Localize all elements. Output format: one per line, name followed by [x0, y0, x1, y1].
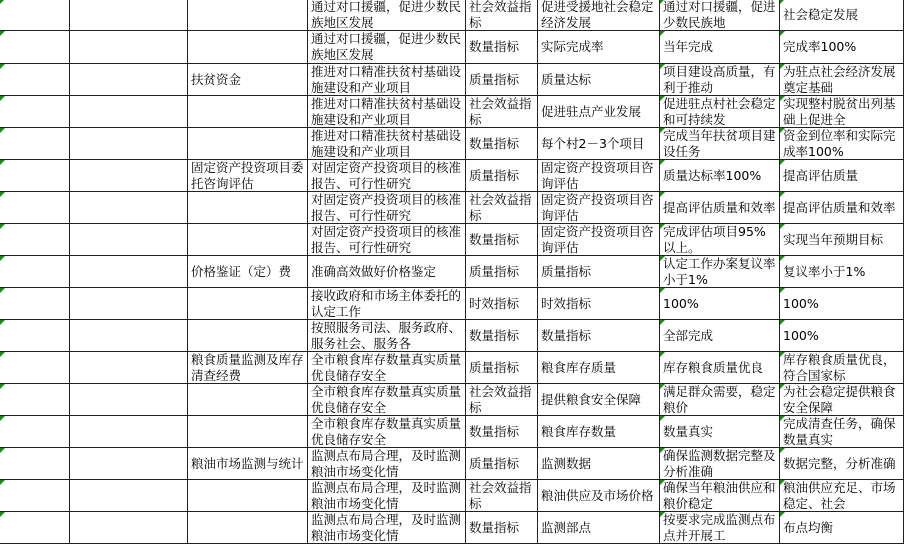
cell-type: 社会效益指标: [469, 384, 532, 415]
cell-marker-icon: [660, 128, 665, 133]
table-cell[interactable]: [466, 512, 538, 544]
cell-type: 质量指标: [469, 264, 520, 279]
cell-result: 为驻点社会经济发展奠定基础: [783, 64, 896, 95]
cell-content: 推进对口精准扶贫村基础设施建设和产业项目: [311, 64, 462, 95]
table-cell[interactable]: [70, 256, 188, 288]
cell-marker-icon: [0, 31, 5, 36]
table-cell[interactable]: [780, 64, 904, 96]
table-cell[interactable]: [188, 128, 308, 160]
table-cell[interactable]: [660, 320, 780, 352]
cell-name: 固定资产投资项目咨询评估: [541, 224, 654, 255]
table-cell[interactable]: [660, 416, 780, 448]
table-cell[interactable]: [188, 512, 308, 544]
table-cell[interactable]: [0, 480, 70, 512]
table-cell[interactable]: [0, 384, 70, 416]
table-cell[interactable]: [538, 0, 660, 31]
cell-content: 接收政府和市场主体委托的认定工作: [311, 288, 462, 319]
table-cell[interactable]: [308, 224, 466, 256]
table-cell[interactable]: [466, 128, 538, 160]
cell-name: 每个村2－3个项目: [541, 136, 645, 151]
table-cell[interactable]: [660, 64, 780, 96]
cell-target: 质量达标率100%: [663, 168, 762, 183]
table-cell[interactable]: [308, 384, 466, 416]
cell-name: 质量指标: [541, 264, 592, 279]
cell-marker-icon: [0, 160, 5, 165]
table-cell[interactable]: [0, 416, 70, 448]
cell-marker-icon: [660, 224, 665, 229]
cell-content: 监测点布局合理，及时监测粮油市场变化情: [311, 448, 462, 479]
cell-name: 时效指标: [541, 296, 592, 311]
cell-marker-icon: [780, 0, 785, 4]
table-cell[interactable]: [188, 288, 308, 320]
table-cell[interactable]: [466, 64, 538, 96]
table-cell[interactable]: [70, 64, 188, 96]
cell-result: 100%: [783, 328, 819, 343]
table-cell[interactable]: [0, 352, 70, 384]
cell-target: 数量真实: [663, 424, 714, 439]
cell-target: 确保当年粮油供应和粮价稳定: [663, 480, 776, 511]
cell-marker-icon: [660, 416, 665, 421]
table-cell[interactable]: [466, 160, 538, 192]
table-cell[interactable]: [308, 448, 466, 480]
cell-category: 粮食质量监测及库存清查经费: [191, 352, 304, 383]
cell-marker-icon: [660, 96, 665, 101]
cell-type: 社会效益指标: [469, 0, 532, 30]
table-cell[interactable]: [780, 416, 904, 448]
table-cell[interactable]: [308, 352, 466, 384]
table-cell[interactable]: [188, 64, 308, 96]
cell-marker-icon: [660, 480, 665, 485]
cell-content: 对固定资产投资项目的核准报告、可行性研究: [311, 160, 462, 191]
table-cell[interactable]: [0, 224, 70, 256]
cell-marker-icon: [0, 480, 5, 485]
cell-marker-icon: [780, 416, 785, 421]
cell-result: 100%: [783, 296, 819, 311]
table-cell[interactable]: [466, 256, 538, 288]
cell-marker-icon: [780, 512, 785, 517]
table-cell[interactable]: [538, 160, 660, 192]
table-cell[interactable]: [538, 224, 660, 256]
cell-marker-icon: [780, 224, 785, 229]
table-cell[interactable]: [70, 512, 188, 544]
table-cell[interactable]: [660, 448, 780, 480]
cell-name: 促进受援地社会稳定经济发展: [541, 0, 654, 30]
table-cell[interactable]: [188, 352, 308, 384]
table-cell[interactable]: [780, 288, 904, 320]
cell-type: 时效指标: [469, 296, 520, 311]
table-cell[interactable]: [660, 384, 780, 416]
cell-content: 全市粮食库存数量真实质量优良储存安全: [311, 384, 462, 415]
cell-result: 提高评估质量和效率: [783, 200, 896, 215]
table-cell[interactable]: [188, 384, 308, 416]
table-cell[interactable]: [70, 31, 188, 64]
table-cell[interactable]: [188, 224, 308, 256]
table-cell[interactable]: [0, 128, 70, 160]
table-cell[interactable]: [0, 448, 70, 480]
table-cell[interactable]: [538, 384, 660, 416]
cell-marker-icon: [0, 384, 5, 389]
cell-marker-icon: [0, 512, 5, 517]
table-cell[interactable]: [660, 31, 780, 64]
table-cell[interactable]: [188, 192, 308, 224]
cell-content: 全市粮食库存数量真实质量优良储存安全: [311, 352, 462, 383]
table-cell[interactable]: [70, 352, 188, 384]
cell-marker-icon: [660, 64, 665, 69]
table-cell[interactable]: [70, 160, 188, 192]
cell-category: 固定资产投资项目委托咨询评估: [191, 160, 304, 191]
table-cell[interactable]: [538, 416, 660, 448]
table-cell[interactable]: [466, 0, 538, 31]
cell-marker-icon: [780, 31, 785, 36]
table-cell[interactable]: [188, 0, 308, 31]
cell-type: 数量指标: [469, 328, 520, 343]
table-cell[interactable]: [308, 480, 466, 512]
table-cell[interactable]: [308, 31, 466, 64]
cell-marker-icon: [780, 128, 785, 133]
table-cell[interactable]: [466, 320, 538, 352]
table-cell[interactable]: [780, 192, 904, 224]
table-cell[interactable]: [660, 352, 780, 384]
cell-result: 完成率100%: [783, 39, 857, 54]
cell-type: 数量指标: [469, 424, 520, 439]
cell-target: 通过对口援疆，促进少数民族地: [663, 0, 776, 30]
cell-target: 完成评估项目95%以上。: [663, 224, 766, 255]
table-cell[interactable]: [188, 320, 308, 352]
table-cell[interactable]: [70, 480, 188, 512]
table-cell[interactable]: [780, 352, 904, 384]
table-cell[interactable]: [308, 96, 466, 128]
cell-target: 完成当年扶贫项目建设任务: [663, 128, 776, 159]
cell-type: 质量指标: [469, 456, 520, 471]
cell-marker-icon: [0, 288, 5, 293]
cell-type: 社会效益指标: [469, 96, 532, 127]
table-cell[interactable]: [308, 192, 466, 224]
cell-name: 促进驻点产业发展: [541, 104, 642, 119]
cell-type: 数量指标: [469, 136, 520, 151]
cell-marker-icon: [660, 288, 665, 293]
table-cell[interactable]: [466, 192, 538, 224]
cell-marker-icon: [0, 416, 5, 421]
cell-target: 库存粮食质量优良: [663, 360, 764, 375]
cell-marker-icon: [660, 31, 665, 36]
cell-marker-icon: [0, 352, 5, 357]
cell-name: 监测数据: [541, 456, 592, 471]
table-cell[interactable]: [308, 512, 466, 544]
table-cell[interactable]: [188, 448, 308, 480]
table-cell[interactable]: [538, 31, 660, 64]
table-cell[interactable]: [660, 256, 780, 288]
cell-marker-icon: [780, 160, 785, 165]
table-cell[interactable]: [308, 320, 466, 352]
cell-marker-icon: [780, 384, 785, 389]
cell-result: 数据完整，分析准确: [783, 456, 896, 471]
table-cell[interactable]: [780, 128, 904, 160]
cell-marker-icon: [780, 320, 785, 325]
cell-marker-icon: [780, 288, 785, 293]
cell-marker-icon: [660, 256, 665, 261]
table-cell[interactable]: [780, 0, 904, 31]
table-cell[interactable]: [466, 416, 538, 448]
table-cell[interactable]: [538, 128, 660, 160]
table-cell[interactable]: [660, 192, 780, 224]
table-cell[interactable]: [308, 416, 466, 448]
table-cell[interactable]: [780, 256, 904, 288]
cell-result: 社会稳定发展: [783, 7, 859, 22]
cell-result: 粮油供应充足、市场稳定、社会: [783, 480, 896, 511]
cell-content: 通过对口援疆，促进少数民族地区发展: [311, 0, 462, 30]
cell-marker-icon: [780, 256, 785, 261]
table-cell[interactable]: [660, 480, 780, 512]
table-cell[interactable]: [188, 256, 308, 288]
cell-marker-icon: [660, 192, 665, 197]
table-cell[interactable]: [188, 160, 308, 192]
table-cell[interactable]: [780, 224, 904, 256]
cell-marker-icon: [0, 224, 5, 229]
cell-marker-icon: [660, 160, 665, 165]
table-cell[interactable]: [70, 0, 188, 31]
table-cell[interactable]: [538, 320, 660, 352]
table-cell[interactable]: [538, 64, 660, 96]
cell-name: 粮食库存数量: [541, 424, 617, 439]
table-cell[interactable]: [660, 160, 780, 192]
table-cell[interactable]: [660, 96, 780, 128]
cell-result: 实现当年预期目标: [783, 232, 884, 247]
table-cell[interactable]: [780, 160, 904, 192]
table-cell[interactable]: [780, 384, 904, 416]
cell-result: 库存粮食质量优良，符合国家标: [783, 352, 896, 383]
table-cell[interactable]: [70, 448, 188, 480]
cell-marker-icon: [780, 96, 785, 101]
table-cell[interactable]: [70, 224, 188, 256]
table-cell[interactable]: [70, 128, 188, 160]
cell-content: 推进对口精准扶贫村基础设施建设和产业项目: [311, 128, 462, 159]
cell-target: 认定工作办案复议率小于1%: [663, 256, 776, 287]
cell-marker-icon: [780, 192, 785, 197]
cell-marker-icon: [0, 64, 5, 69]
table-cell[interactable]: [308, 128, 466, 160]
cell-result: 复议率小于1%: [783, 264, 866, 279]
table-cell[interactable]: [0, 192, 70, 224]
table-cell[interactable]: [466, 288, 538, 320]
table-cell[interactable]: [0, 320, 70, 352]
table-cell[interactable]: [466, 384, 538, 416]
table-cell[interactable]: [70, 416, 188, 448]
table-cell[interactable]: [308, 160, 466, 192]
cell-target: 当年完成: [663, 39, 714, 54]
cell-result: 布点均衡: [783, 520, 834, 535]
table-cell[interactable]: [780, 448, 904, 480]
cell-marker-icon: [0, 320, 5, 325]
table-cell[interactable]: [188, 480, 308, 512]
cell-content: 按照服务司法、服务政府、服务社会、服务各: [311, 320, 462, 351]
table-cell[interactable]: [660, 288, 780, 320]
cell-target: 提高评估质量和效率: [663, 200, 776, 215]
table-cell[interactable]: [538, 512, 660, 544]
cell-marker-icon: [660, 320, 665, 325]
cell-category: 粮油市场监测与统计: [191, 456, 304, 471]
table-cell[interactable]: [660, 0, 780, 31]
cell-type: 数量指标: [469, 232, 520, 247]
table-cell[interactable]: [538, 480, 660, 512]
cell-content: 推进对口精准扶贫村基础设施建设和产业项目: [311, 96, 462, 127]
cell-name: 固定资产投资项目咨询评估: [541, 192, 654, 223]
table-cell[interactable]: [0, 288, 70, 320]
table-cell[interactable]: [780, 480, 904, 512]
cell-target: 项目建设高质量，有利于推动: [663, 64, 776, 95]
table-cell[interactable]: [70, 96, 188, 128]
table-cell[interactable]: [0, 0, 70, 31]
cell-result: 完成清查任务，确保数量真实: [783, 416, 896, 447]
cell-marker-icon: [780, 448, 785, 453]
table-cell[interactable]: [0, 256, 70, 288]
cell-target: 按要求完成监测点布点并开展工: [663, 512, 776, 543]
table-cell[interactable]: [466, 224, 538, 256]
cell-name: 数量指标: [541, 328, 592, 343]
cell-marker-icon: [0, 128, 5, 133]
cell-marker-icon: [0, 256, 5, 261]
cell-marker-icon: [660, 352, 665, 357]
table-cell[interactable]: [780, 31, 904, 64]
table-cell[interactable]: [538, 448, 660, 480]
cell-target: 确保监测数据完整及分析准确: [663, 448, 776, 479]
table-cell[interactable]: [466, 96, 538, 128]
cell-type: 社会效益指标: [469, 192, 532, 223]
cell-target: 满足群众需要，稳定粮价: [663, 384, 776, 415]
cell-name: 监测部点: [541, 520, 592, 535]
cell-marker-icon: [660, 448, 665, 453]
table-cell[interactable]: [0, 160, 70, 192]
table-cell[interactable]: [538, 96, 660, 128]
table-cell[interactable]: [660, 128, 780, 160]
cell-marker-icon: [0, 448, 5, 453]
table-cell[interactable]: [0, 31, 70, 64]
cell-name: 提供粮食安全保障: [541, 392, 642, 407]
cell-marker-icon: [0, 192, 5, 197]
cell-content: 监测点布局合理，及时监测粮油市场变化情: [311, 480, 462, 511]
table-cell[interactable]: [70, 320, 188, 352]
table-cell[interactable]: [308, 256, 466, 288]
cell-category: 扶贫资金: [191, 72, 242, 87]
table-cell[interactable]: [308, 0, 466, 31]
cell-type: 社会效益指标: [469, 480, 532, 511]
cell-type: 数量指标: [469, 39, 520, 54]
cell-result: 为社会稳定提供粮食安全保障: [783, 384, 896, 415]
cell-content: 全市粮食库存数量真实质量优良储存安全: [311, 416, 462, 447]
table-cell[interactable]: [70, 192, 188, 224]
table-cell[interactable]: [780, 320, 904, 352]
cell-marker-icon: [660, 0, 665, 4]
cell-name: 粮食库存质量: [541, 360, 617, 375]
cell-marker-icon: [0, 0, 5, 4]
cell-target: 促进驻点村社会稳定和可持续发: [663, 96, 776, 127]
table-cell[interactable]: [308, 64, 466, 96]
table-cell[interactable]: [0, 96, 70, 128]
cell-category: 价格鉴证（定）费: [191, 264, 292, 279]
table-cell[interactable]: [70, 384, 188, 416]
cell-type: 质量指标: [469, 168, 520, 183]
table-cell[interactable]: [660, 224, 780, 256]
table-cell[interactable]: [466, 448, 538, 480]
table-cell[interactable]: [188, 416, 308, 448]
cell-marker-icon: [780, 352, 785, 357]
table-cell[interactable]: [538, 256, 660, 288]
table-cell[interactable]: [70, 288, 188, 320]
cell-marker-icon: [0, 96, 5, 101]
cell-marker-icon: [780, 480, 785, 485]
cell-result: 实现整村脱贫出列基础上促进全: [783, 96, 896, 127]
table-cell[interactable]: [538, 288, 660, 320]
cell-content: 对固定资产投资项目的核准报告、可行性研究: [311, 192, 462, 223]
table-cell[interactable]: [466, 31, 538, 64]
cell-result: 资金到位率和实际完成率100%: [783, 128, 896, 159]
cell-marker-icon: [660, 384, 665, 389]
table-cell[interactable]: [538, 352, 660, 384]
table-cell[interactable]: [308, 288, 466, 320]
table-cell[interactable]: [538, 192, 660, 224]
table-cell[interactable]: [780, 96, 904, 128]
cell-type: 数量指标: [469, 520, 520, 535]
table-cell[interactable]: [780, 512, 904, 544]
cell-name: 质量达标: [541, 72, 592, 87]
table-cell[interactable]: [0, 64, 70, 96]
table-cell[interactable]: [466, 352, 538, 384]
table-cell[interactable]: [660, 512, 780, 544]
cell-type: 质量指标: [469, 72, 520, 87]
table-cell[interactable]: [466, 480, 538, 512]
cell-target: 100%: [663, 296, 699, 311]
cell-name: 粮油供应及市场价格: [541, 488, 654, 503]
cell-result: 提高评估质量: [783, 168, 859, 183]
table-cell[interactable]: [188, 96, 308, 128]
cell-name: 实际完成率: [541, 39, 604, 54]
cell-target: 全部完成: [663, 328, 714, 343]
cell-content: 准确高效做好价格鉴定: [311, 264, 437, 279]
cell-type: 质量指标: [469, 360, 520, 375]
cell-content: 监测点布局合理，及时监测粮油市场变化情: [311, 512, 462, 543]
cell-marker-icon: [780, 64, 785, 69]
cell-marker-icon: [660, 512, 665, 517]
cell-name: 固定资产投资项目咨询评估: [541, 160, 654, 191]
table-cell[interactable]: [188, 31, 308, 64]
cell-content: 对固定资产投资项目的核准报告、可行性研究: [311, 224, 462, 255]
cell-content: 通过对口援疆，促进少数民族地区发展: [311, 31, 462, 62]
table-cell[interactable]: [0, 512, 70, 544]
